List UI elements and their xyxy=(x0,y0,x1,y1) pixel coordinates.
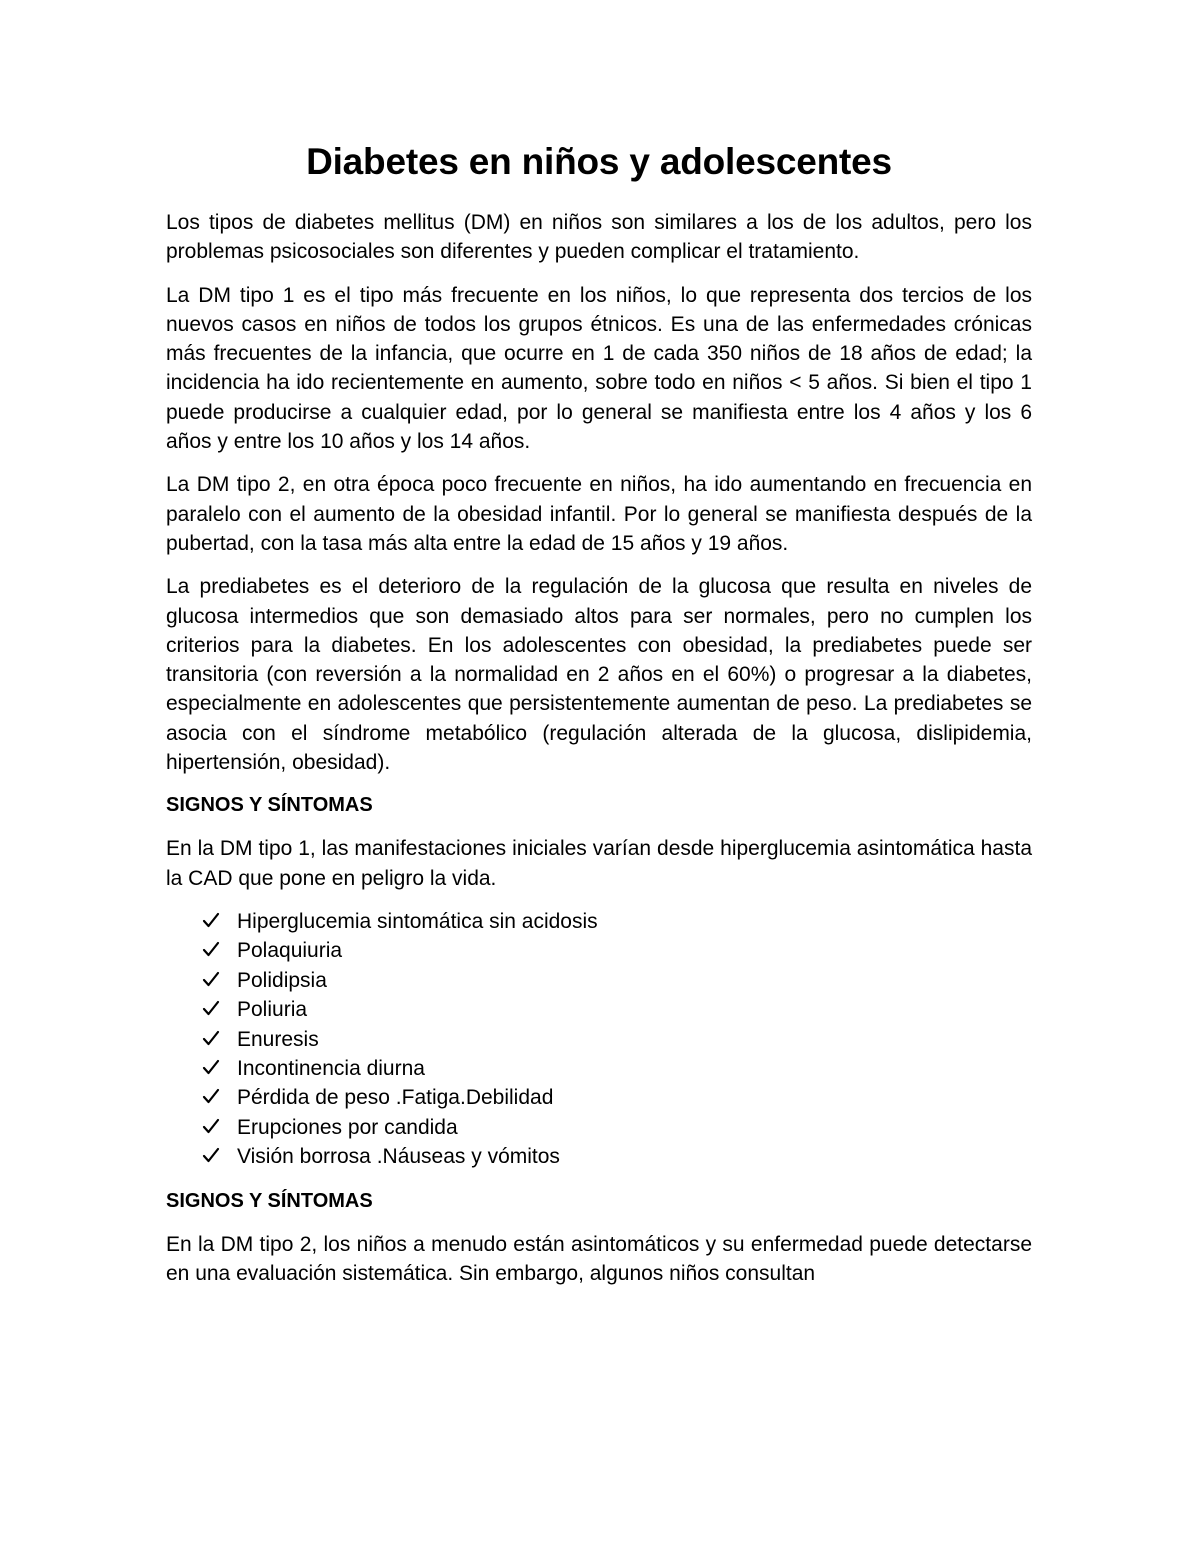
document-page xyxy=(166,138,1032,1288)
list-item-label: Polidipsia xyxy=(237,968,327,992)
symptoms-checklist xyxy=(166,907,1032,1172)
check-icon xyxy=(202,1087,220,1105)
list-item xyxy=(166,1142,1032,1171)
list-item-label: Polaquiuria xyxy=(237,939,343,963)
paragraph-intro: Los tipos de diabetes mellitus (DM) en niños son similares a los de los adultos, pero los problemas psicosociales son diferentes y pueden complicar el tratamiento. xyxy=(166,211,1032,264)
list-item-label: Pérdida de peso .Fatiga.Debilidad xyxy=(237,1086,554,1110)
section-heading-signs-type-2: SIGNOS Y SÍNTOMAS xyxy=(166,1189,373,1212)
list-item-label: Incontinencia diurna xyxy=(237,1056,425,1080)
check-icon xyxy=(202,1117,220,1135)
check-icon xyxy=(202,970,220,988)
list-item xyxy=(166,1113,1032,1142)
list-item-label: Hiperglucemia sintomática sin acidosis xyxy=(237,909,598,933)
list-item-label: Visión borrosa .Náuseas y vómitos xyxy=(237,1145,560,1169)
list-item xyxy=(166,907,1032,936)
section-intro-type-1: En la DM tipo 1, las manifestaciones iniciales varían desde hiperglucemia asintomática hasta la CAD que pone en peligro la vida. xyxy=(166,837,1032,890)
check-icon xyxy=(202,1058,220,1076)
section-heading-signs-type-1: SIGNOS Y SÍNTOMAS xyxy=(166,794,373,817)
paragraph-dm-type-2: La DM tipo 2, en otra época poco frecuente en niños, ha ido aumentando en frecuencia en paralelo con el aumento de la obesidad infantil. Por lo general se manifiesta después de la pubertad, con la tasa más alta entre la edad de 15 años y 19 años. xyxy=(166,473,1032,555)
check-icon xyxy=(202,1029,220,1047)
paragraph-dm-type-1: La DM tipo 1 es el tipo más frecuente en los niños, lo que representa dos tercios de los nuevos casos en niños de todos los grupos étnicos. Es una de las enfermedades crónicas más frecuentes de la infancia, que ocurre en 1 de cada 350 niños de 18 años de edad; la incidencia ha ido recientemente en aumento, sobre todo en niños < 5 años. Si bien el tipo 1 puede producirse a cualquier edad, por lo general se manifiesta entre los 4 años y los 6 años y entre los 10 años y los 14 años. xyxy=(166,283,1032,454)
check-icon xyxy=(202,911,220,929)
check-icon xyxy=(202,1146,220,1164)
list-item-label: Enuresis xyxy=(237,1027,319,1051)
list-item xyxy=(166,1083,1032,1112)
list-item-label: Erupciones por candida xyxy=(237,1115,458,1139)
list-item xyxy=(166,1054,1032,1083)
check-icon xyxy=(202,940,220,958)
list-item xyxy=(166,1025,1032,1054)
list-item xyxy=(166,995,1032,1024)
check-icon xyxy=(202,999,220,1017)
list-item xyxy=(166,936,1032,965)
list-item xyxy=(166,966,1032,995)
document-title: Diabetes en niños y adolescentes xyxy=(306,141,892,182)
list-item-label: Poliuria xyxy=(237,998,308,1022)
paragraph-type-2-signs: En la DM tipo 2, los niños a menudo están asintomáticos y su enfermedad puede detectarse en una evaluación sistemática. Sin embargo, algunos niños consultan xyxy=(166,1232,1032,1285)
paragraph-prediabetes: La prediabetes es el deterioro de la regulación de la glucosa que resulta en niveles de glucosa intermedios que son demasiado altos para ser normales, pero no cumplen los criterios para la diabetes. En los adolescentes con obesidad, la prediabetes puede ser transitoria (con reversión a la normalidad en 2 años en el 60%) o progresar a la diabetes, especialmente en adolescentes que persistentemente aumentan de peso. La prediabetes se asocia con el síndrome metabólico (regulación alterada de la glucosa, dislipidemia, hipertensión, obesidad). xyxy=(166,575,1032,775)
